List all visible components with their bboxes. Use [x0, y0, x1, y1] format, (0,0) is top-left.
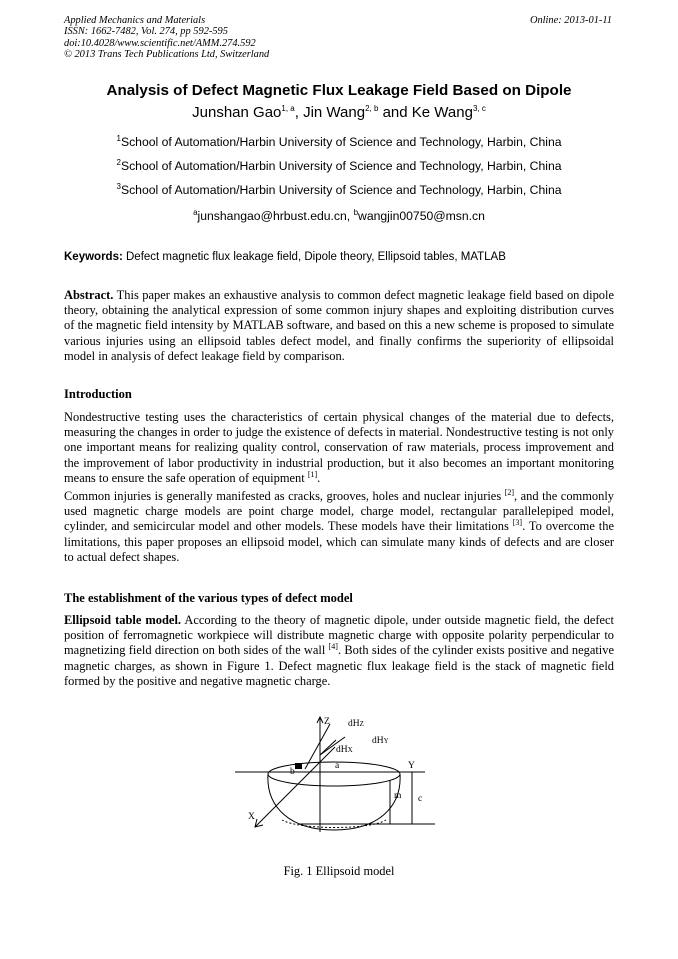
- x-axis-label: X: [248, 812, 255, 822]
- email-address[interactable]: junshangao@hrbust.edu.cn,: [197, 209, 354, 223]
- author-name: Ke Wang: [411, 104, 473, 121]
- abstract-label: Abstract.: [64, 288, 114, 302]
- dhy-label: dHY: [372, 736, 389, 746]
- dhx-label: dHX: [336, 745, 353, 755]
- author-separator: and: [378, 104, 412, 121]
- abstract-text: This paper makes an exhaustive analysis to common defect magnetic leakage field based on dipole theory, obtaining the analytical expression of some common injury shapes and exploiting distribution curves of the magnetic field intensity by MATLAB software, and based on this a new scheme is proposed to simulate various injuries using an ellipsoid tables defect model, and finally confirms the superiority of ellipsoidal model in analysis of defect leakage field by comparison.: [64, 288, 614, 363]
- keywords-label: Keywords:: [64, 251, 123, 263]
- m-label: m: [394, 791, 402, 801]
- email-line: [0, 209, 678, 223]
- paragraph-text: Common injuries is generally manifested as cracks, grooves, holes and nuclear injuries: [64, 489, 502, 503]
- keywords: [64, 251, 616, 263]
- author-line: [0, 104, 678, 121]
- c-label: c: [418, 794, 423, 804]
- journal-doi: doi:10.4028/www.scientific.net/AMM.274.592: [64, 37, 256, 49]
- citation[interactable]: [2]: [504, 487, 515, 497]
- citation[interactable]: [3]: [512, 518, 523, 528]
- keywords-text: Defect magnetic flux leakage field, Dipole theory, Ellipsoid tables, MATLAB: [122, 251, 506, 263]
- figure-caption: Fig. 1 Ellipsoid model: [283, 864, 395, 878]
- subsection-label: Ellipsoid table model.: [64, 613, 182, 627]
- journal-issn: ISSN: 1662-7482, Vol. 274, pp 592-595: [64, 26, 228, 38]
- author-separator: ,: [294, 104, 304, 121]
- affiliation-text: School of Automation/Harbin University of Science and Technology, Harbin, China: [120, 159, 562, 173]
- magnetic-charge-marker: [295, 763, 302, 769]
- z-axis-label: Z: [324, 717, 330, 727]
- journal-header: [64, 15, 269, 61]
- section-heading: Introduction: [64, 387, 132, 401]
- journal-copyright: © 2013 Trans Tech Publications Ltd, Switzerland: [64, 49, 270, 61]
- paragraph-text: Nondestructive testing uses the characteristics of certain physical changes of the material due to defects, measuring the changes in order to judge the existence of defects in material. Nondestructive testing is not only one important means for realizing quality control, conservation of raw materials, process improvement and the improvement of labor productivity in industrial production, but it also becomes an important monitoring means to ensure the safe operation of equipment: [64, 410, 614, 485]
- affiliation: [0, 159, 678, 173]
- email-marker: b: [353, 207, 359, 217]
- section-paragraph: [64, 613, 614, 689]
- a-label: a: [335, 761, 340, 771]
- abstract: [64, 288, 614, 364]
- dhz-label: dHZ: [348, 719, 364, 729]
- ellipsoid-top-face: [268, 762, 400, 786]
- affiliation-text: School of Automation/Harbin University of Science and Technology, Harbin, China: [120, 135, 562, 149]
- b-label: b: [290, 767, 295, 777]
- paragraph-text: , and the commonly used magnetic charge models are point charge model, charge model, rectangular parallelepiped model, cylinder, and semicircular model and other models. These models have their limitations: [64, 489, 615, 534]
- paper-title: Analysis of Defect Magnetic Flux Leakage Field Based on Dipole: [106, 82, 572, 99]
- section-heading: The establishment of the various types of defect model: [64, 591, 353, 605]
- online-date: Online: 2013-01-11: [529, 15, 612, 26]
- email-marker: a: [193, 207, 198, 217]
- paragraph-text: . To overcome the limitations, this paper proposes an ellipsoid model, which can simulate many kinds of defects and are closer to actual defect shapes.: [64, 519, 614, 564]
- affiliation-marker: 2: [116, 157, 121, 167]
- affiliation-text: School of Automation/Harbin University of Science and Technology, Harbin, China: [120, 183, 562, 197]
- intro-paragraph: [64, 489, 614, 565]
- affiliation: [0, 183, 678, 197]
- paragraph-text: .: [317, 470, 321, 485]
- affiliation-marker: 1: [116, 133, 121, 143]
- journal-name: Applied Mechanics and Materials: [64, 15, 206, 26]
- y-axis-label: Y: [408, 761, 415, 771]
- author-marker: 2, b: [365, 104, 379, 113]
- citation[interactable]: [4]: [328, 642, 338, 652]
- dhx-vector: [320, 740, 336, 755]
- affiliation-marker: 3: [116, 181, 121, 191]
- x-axis: [255, 747, 335, 827]
- paragraph-text: . Both sides of the cylinder exists positive and negative magnetic charges, as shown in Figure 1. Defect magnetic flux leakage field is the stack of magnetic field formed by the positive and negative magnetic charge.: [64, 643, 615, 688]
- email-address[interactable]: wangjin00750@msn.cn: [358, 209, 485, 223]
- author-marker: 1, a: [281, 104, 295, 113]
- intro-paragraph: [64, 410, 614, 486]
- citation[interactable]: [1]: [307, 469, 318, 479]
- author-name: Junshan Gao: [192, 104, 282, 121]
- affiliation: [0, 135, 678, 149]
- ellipsoid-figure: [230, 712, 450, 852]
- author-name: Jin Wang: [303, 104, 366, 121]
- paragraph-text: According to the theory of magnetic dipole, under outside magnetic field, the defect position of ferromagnetic workpiece will distribute magnetic charge with opposite polarity perpendicular to magnetizing field direction on both sides of the wall: [64, 613, 614, 658]
- author-marker: 3, c: [472, 104, 486, 113]
